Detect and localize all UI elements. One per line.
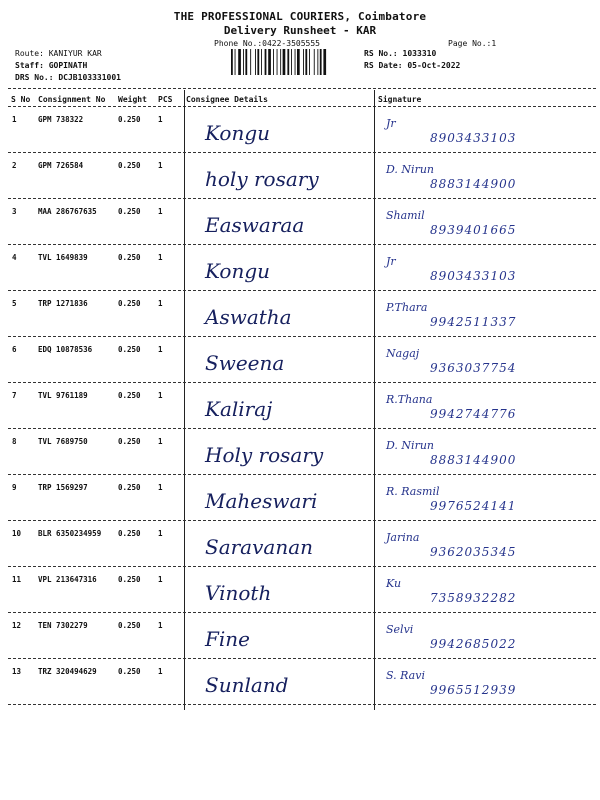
row-weight: 0.250 <box>118 115 141 124</box>
row-consignee-handwritten: Sweena <box>205 351 285 375</box>
sheet-title: Delivery Runsheet - KAR <box>223 24 377 37</box>
row-consignment-number: TRZ 320494629 <box>38 667 97 676</box>
row-separator <box>8 382 596 383</box>
drs-label: DRS No.: <box>15 73 54 82</box>
row-weight: 0.250 <box>118 483 141 492</box>
row-consignee-handwritten: Vinoth <box>205 581 272 605</box>
row-consignee-handwritten: Kongu <box>205 121 271 145</box>
row-separator <box>8 290 596 291</box>
row-sno: 1 <box>12 115 17 124</box>
row-signature: D. Nirun <box>386 163 434 176</box>
row-separator <box>8 658 596 659</box>
row-pcs: 1 <box>158 391 163 400</box>
row-weight: 0.250 <box>118 529 141 538</box>
row-sno: 9 <box>12 483 17 492</box>
row-weight: 0.250 <box>118 575 141 584</box>
column-weight: Weight <box>118 95 147 104</box>
row-signature: Jr <box>386 117 396 130</box>
row-signature: D. Nirun <box>386 439 434 452</box>
staff-value: GOPINATH <box>48 61 88 70</box>
row-sno: 12 <box>12 621 22 630</box>
row-signature-phone: 9976524141 <box>430 499 517 513</box>
row-pcs: 1 <box>158 575 163 584</box>
row-separator <box>8 520 596 521</box>
row-pcs: 1 <box>158 161 163 170</box>
row-signature: Nagaj <box>386 347 420 360</box>
row-consignment-number: VPL 213647316 <box>38 575 97 584</box>
row-signature-phone: 8903433103 <box>430 131 517 145</box>
row-signature-phone: 9942685022 <box>430 637 517 651</box>
row-consignment-number: MAA 286767635 <box>38 207 97 216</box>
row-consignee-handwritten: Holy rosary <box>205 443 324 467</box>
row-weight: 0.250 <box>118 299 141 308</box>
phone-number: Phone No.:0422-3505555 <box>214 39 320 48</box>
row-signature-phone: 9363037754 <box>430 361 517 375</box>
row-separator <box>8 198 596 199</box>
row-pcs: 1 <box>158 437 163 446</box>
row-sno: 11 <box>12 575 22 584</box>
route-value: KANIYUR KAR <box>48 49 102 58</box>
row-signature: S. Ravi <box>386 669 425 682</box>
row-signature-phone: 9965512939 <box>430 683 517 697</box>
row-signature: R. Rasmil <box>386 485 440 498</box>
row-consignment-number: TVL 7689750 <box>38 437 88 446</box>
row-consignment-number: TRP 1569297 <box>38 483 88 492</box>
row-pcs: 1 <box>158 529 163 538</box>
row-signature-phone: 8939401665 <box>430 223 517 237</box>
row-weight: 0.250 <box>118 391 141 400</box>
row-signature-phone: 9362035345 <box>430 545 517 559</box>
company-name: THE PROFESSIONAL COURIERS, Coimbatore <box>173 10 427 23</box>
row-consignee-handwritten: Kongu <box>205 259 271 283</box>
staff-field <box>15 61 87 70</box>
row-consignee-handwritten: Easwaraa <box>205 213 305 237</box>
table-top-rule <box>8 88 596 89</box>
row-pcs: 1 <box>158 253 163 262</box>
row-weight: 0.250 <box>118 207 141 216</box>
rs-date-label: RS Date: <box>364 61 403 70</box>
row-sno: 5 <box>12 299 17 308</box>
row-consignee-handwritten: Maheswari <box>205 489 318 513</box>
row-consignee-handwritten: Fine <box>205 627 250 651</box>
rs-no-label: RS No.: <box>364 49 398 58</box>
row-consignment-number: TRP 1271836 <box>38 299 88 308</box>
row-consignee-handwritten: Kaliraj <box>205 397 273 421</box>
row-signature-phone: 8883144900 <box>430 177 517 191</box>
row-separator <box>8 336 596 337</box>
row-separator <box>8 152 596 153</box>
row-sno: 13 <box>12 667 22 676</box>
drs-field <box>15 73 121 82</box>
page-number: Page No.:1 <box>448 39 497 48</box>
row-weight: 0.250 <box>118 437 141 446</box>
row-separator <box>8 612 596 613</box>
route-label: Route: <box>15 49 44 58</box>
row-weight: 0.250 <box>118 667 141 676</box>
row-separator <box>8 566 596 567</box>
row-signature-phone: 8883144900 <box>430 453 517 467</box>
row-signature-phone: 9942744776 <box>430 407 517 421</box>
row-signature: Jr <box>386 255 396 268</box>
row-consignment-number: TVL 9761189 <box>38 391 88 400</box>
column-sno: S No <box>11 95 31 104</box>
route-field <box>15 49 102 58</box>
row-weight: 0.250 <box>118 161 141 170</box>
row-consignment-number: GPM 726584 <box>38 161 84 170</box>
barcode <box>230 49 355 75</box>
row-consignment-number: TVL 1649839 <box>38 253 88 262</box>
column-pcs: PCS <box>158 95 173 104</box>
rs-date-value: 05-Oct-2022 <box>407 61 461 70</box>
rs-date-field <box>364 61 460 70</box>
row-pcs: 1 <box>158 299 163 308</box>
row-consignment-number: EDQ 10878536 <box>38 345 93 354</box>
staff-label: Staff: <box>15 61 44 70</box>
row-pcs: 1 <box>158 667 163 676</box>
rs-no-value: 1033310 <box>402 49 437 58</box>
row-consignment-number: BLR 6350234959 <box>38 529 102 538</box>
row-pcs: 1 <box>158 345 163 354</box>
row-consignee-handwritten: Saravanan <box>205 535 314 559</box>
row-separator <box>8 474 596 475</box>
row-signature: Jarina <box>386 531 420 544</box>
row-signature: P.Thara <box>386 301 428 314</box>
row-pcs: 1 <box>158 207 163 216</box>
row-sno: 8 <box>12 437 17 446</box>
row-separator <box>8 244 596 245</box>
row-sno: 10 <box>12 529 22 538</box>
row-consignee-handwritten: holy rosary <box>205 167 319 191</box>
row-signature-phone: 9942511337 <box>430 315 517 329</box>
row-separator <box>8 428 596 429</box>
row-consignment-number: GPM 738322 <box>38 115 84 124</box>
row-signature-phone: 8903433103 <box>430 269 517 283</box>
row-signature: Selvi <box>386 623 414 636</box>
row-weight: 0.250 <box>118 345 141 354</box>
row-signature: Ku <box>386 577 402 590</box>
column-consignment: Consignment No <box>38 95 106 104</box>
row-weight: 0.250 <box>118 621 141 630</box>
column-consignee: Consignee Details <box>186 95 268 104</box>
row-sno: 7 <box>12 391 17 400</box>
row-sno: 2 <box>12 161 17 170</box>
row-separator <box>8 704 596 705</box>
drs-value: DCJB103331001 <box>58 73 121 82</box>
table-header-rule <box>8 106 596 107</box>
row-pcs: 1 <box>158 115 163 124</box>
row-consignment-number: TEN 7302279 <box>38 621 88 630</box>
row-consignee-handwritten: Aswatha <box>205 305 292 329</box>
rs-no-field <box>364 49 436 58</box>
row-pcs: 1 <box>158 483 163 492</box>
row-signature: R.Thana <box>386 393 433 406</box>
row-signature-phone: 7358932282 <box>430 591 517 605</box>
column-signature: Signature <box>378 95 422 104</box>
row-sno: 4 <box>12 253 17 262</box>
row-weight: 0.250 <box>118 253 141 262</box>
signature-column-divider <box>374 90 375 710</box>
consignee-column-divider <box>184 90 185 710</box>
row-sno: 6 <box>12 345 17 354</box>
row-signature: Shamil <box>386 209 425 222</box>
row-sno: 3 <box>12 207 17 216</box>
row-consignee-handwritten: Sunland <box>205 673 289 697</box>
row-pcs: 1 <box>158 621 163 630</box>
